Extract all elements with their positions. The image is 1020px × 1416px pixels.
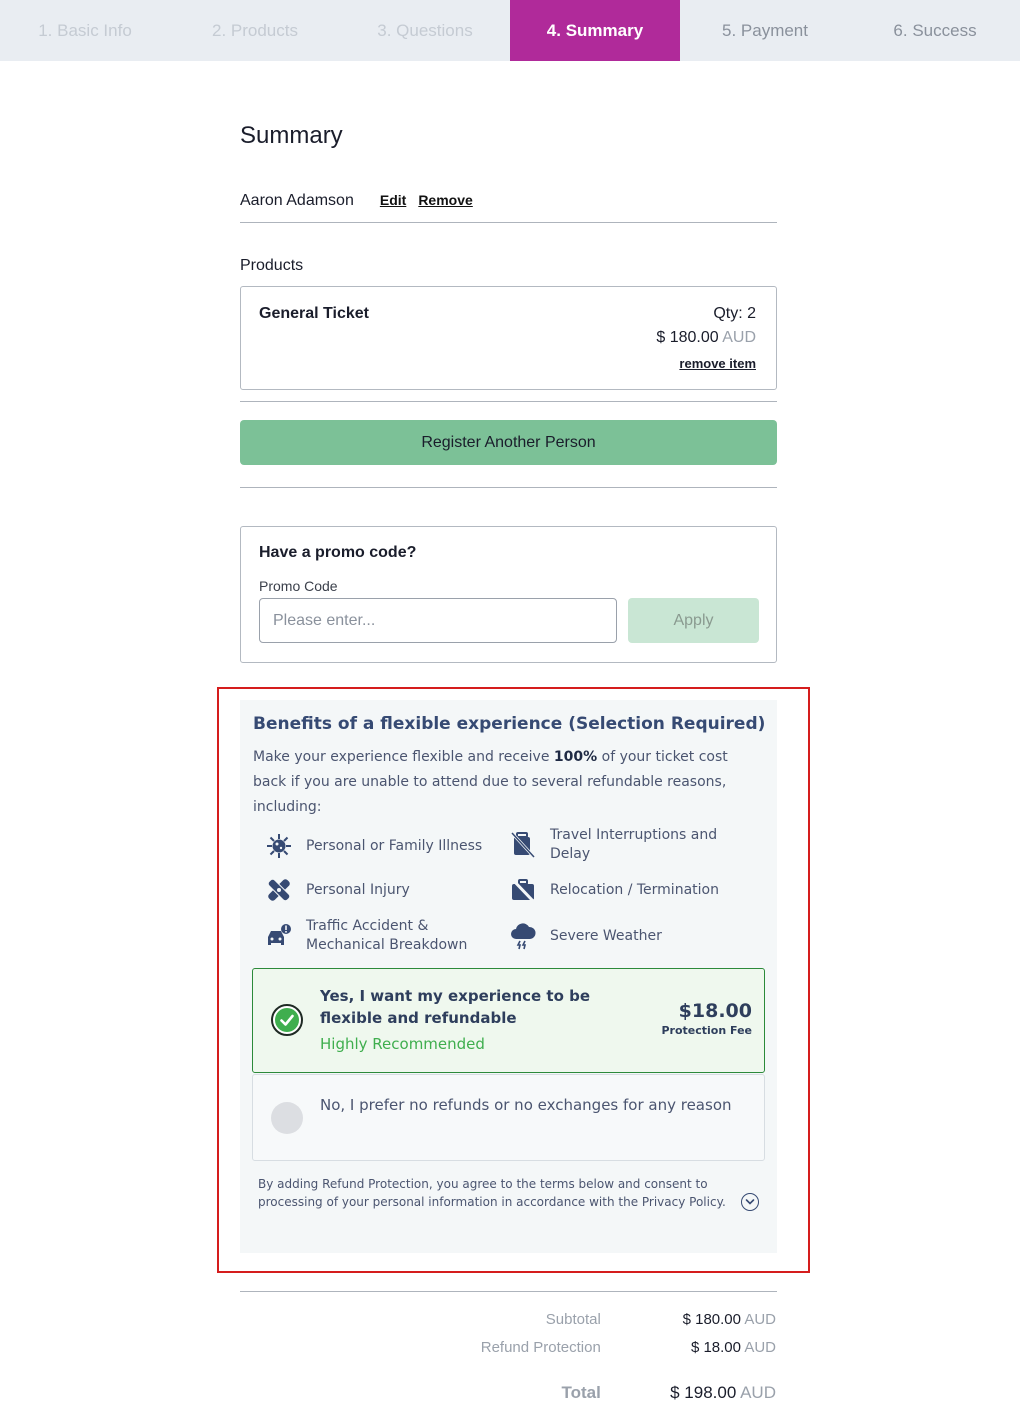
step-basic-info[interactable]: 1. Basic Info [38, 20, 132, 40]
apply-promo-button[interactable]: Apply [628, 598, 759, 643]
divider [240, 487, 777, 488]
description-text: of your ticket cost back if you are unable to attend due to several refundable reasons, including: [253, 749, 728, 815]
reason-label: Travel Interruptions and Delay [550, 827, 718, 862]
refund-protection-panel [240, 700, 777, 1253]
subtotal-row [400, 1311, 776, 1328]
product-price-amount: $ 180.00 [656, 329, 719, 346]
currency-label: AUD [744, 1311, 776, 1328]
reason-traffic [264, 917, 504, 955]
refund-protection-label: Refund Protection [480, 1339, 601, 1356]
promo-code-input[interactable] [259, 598, 617, 643]
step-success[interactable]: 6. Success [893, 20, 977, 40]
checkmark-icon [275, 1008, 299, 1032]
highly-recommended-label: Highly Recommended [320, 1035, 485, 1053]
total-value [639, 1383, 776, 1403]
refund-protection-terms: By adding Refund Protection, you agree to the terms below and consent to processing of your personal information in accordance with the Privacy Policy. [258, 1177, 726, 1209]
subtotal-value [639, 1311, 776, 1328]
remove-item-link[interactable]: remove item [679, 356, 756, 371]
description-text: Make your experience flexible and receive [253, 749, 554, 765]
reason-injury [264, 875, 504, 905]
refund-protection-amount: $ 18.00 [690, 1339, 741, 1356]
radio-selected[interactable] [271, 1004, 303, 1036]
currency-label: AUD [744, 1339, 776, 1356]
divider [240, 222, 777, 223]
products-heading: Products [240, 257, 304, 274]
promo-code-card [240, 526, 777, 663]
reason-label: Personal Injury [306, 881, 410, 898]
reason-relocation [508, 875, 758, 905]
protection-fee-label: Protection Fee [661, 1024, 752, 1037]
description-percent: 100% [553, 749, 598, 765]
reason-label: Relocation / Termination [550, 881, 719, 898]
product-name: General Ticket [259, 305, 369, 322]
step-products[interactable]: 2. Products [212, 20, 298, 40]
divider [240, 401, 777, 402]
refund-option-yes[interactable] [252, 968, 765, 1073]
refund-protection-row [400, 1339, 776, 1356]
total-label: Total [561, 1383, 601, 1402]
subtotal-label: Subtotal [545, 1311, 601, 1328]
attendee-row [240, 192, 473, 210]
currency-label: AUD [740, 1383, 776, 1402]
attendee-name: Aaron Adamson [240, 192, 354, 209]
product-quantity: Qty: 2 [713, 305, 756, 322]
car-alert-icon [264, 921, 294, 951]
product-price-currency: AUD [722, 329, 756, 346]
chevron-down-icon[interactable] [741, 1193, 759, 1211]
promo-title: Have a promo code? [259, 544, 417, 561]
step-summary[interactable]: 4. Summary [510, 0, 680, 61]
reason-travel [508, 826, 738, 864]
product-card [240, 286, 777, 390]
register-another-person-button[interactable]: Register Another Person [240, 420, 777, 465]
reason-illness [264, 831, 504, 861]
refund-option-yes-label: Yes, I want my experience to be flexible and refundable [320, 987, 591, 1027]
luggage-cancel-icon [508, 830, 538, 860]
total-amount: $ 198.00 [670, 1383, 737, 1402]
refund-option-no[interactable] [252, 1074, 765, 1161]
reason-label: Severe Weather [550, 927, 662, 944]
refund-protection-description [253, 745, 763, 820]
subtotal-amount: $ 180.00 [682, 1311, 741, 1328]
product-price [656, 329, 756, 347]
edit-attendee-link[interactable]: Edit [379, 192, 407, 208]
page-title: Summary [240, 122, 343, 149]
reason-label: Personal or Family Illness [306, 837, 483, 854]
refund-protection-value [639, 1339, 776, 1356]
total-row [400, 1383, 776, 1403]
virus-icon [264, 831, 294, 861]
refund-option-no-label: No, I prefer no refunds or no exchanges for any reason [320, 1096, 732, 1114]
divider [240, 1291, 777, 1292]
briefcase-cancel-icon [508, 875, 538, 905]
reason-label: Traffic Accident & Mechanical Breakdown [306, 918, 468, 953]
promo-code-label: Promo Code [259, 578, 338, 594]
remove-attendee-link[interactable]: Remove [418, 192, 473, 208]
step-payment[interactable]: 5. Payment [722, 20, 808, 40]
radio-unselected[interactable] [271, 1102, 303, 1134]
reason-weather [508, 921, 758, 951]
storm-cloud-icon [508, 921, 538, 951]
checkout-stepper [0, 0, 1020, 61]
protection-fee-amount: $18.00 [678, 1000, 752, 1022]
step-questions[interactable]: 3. Questions [377, 20, 473, 40]
bandage-icon [264, 875, 294, 905]
refund-protection-title: Benefits of a flexible experience (Selection Required) [253, 714, 766, 734]
